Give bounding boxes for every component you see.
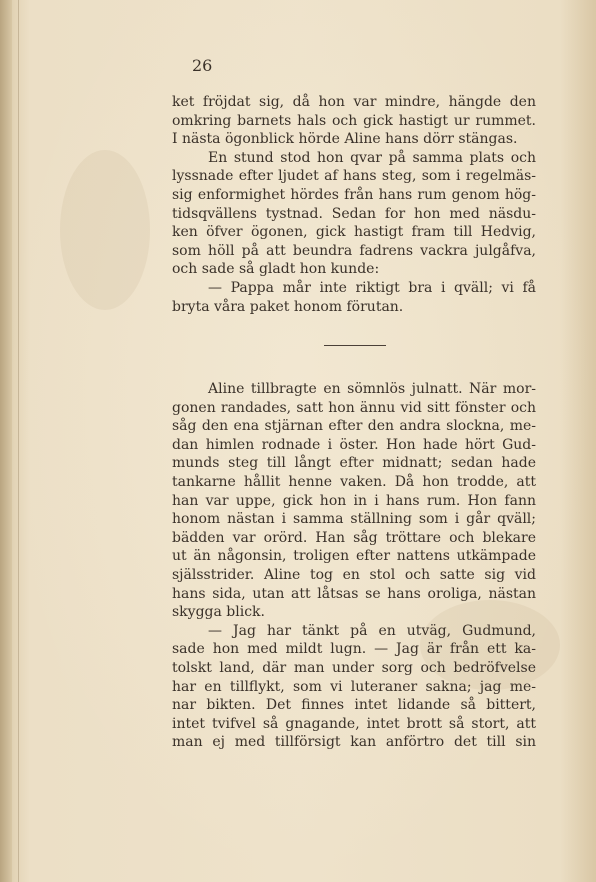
text-line: som höll på att beundra fadrens vackra julgåfva, [172, 242, 536, 259]
text-line: har en tillflykt, som vi luteraner sakna; jag me- [172, 678, 536, 695]
text-line: sade hon med mildt lugn. — Jag är från ett ka- [172, 641, 536, 658]
text-line: man ej med tillförsigt kan anförtro det till sin [172, 734, 536, 751]
text-line: — Pappa mår inte riktigt bra i qväll; vi få [208, 279, 536, 296]
text-line: tolskt land, där man under sorg och bedröfvelse [172, 659, 536, 676]
gutter-line [18, 0, 19, 882]
paper-stain [60, 150, 150, 310]
text-line: skygga blick. [172, 604, 265, 621]
section-separator [324, 345, 386, 346]
page-number: 26 [192, 56, 213, 75]
paragraph-block-2 [172, 380, 536, 752]
text-line: ut än någonsin, troligen efter nattens utkämpade [172, 548, 536, 565]
text-line: lyssnade efter ljudet af hans steg, som i regelmäs- [172, 168, 536, 185]
text-line: såg den ena stjärnan efter den andra slockna, me- [172, 418, 536, 435]
text-line: sig enformighet hördes från hans rum genom hög- [172, 186, 536, 203]
text-line: själsstrider. Aline tog en stol och satte sig vid [172, 566, 536, 583]
text-line: nar bikten. Det finnes intet lidande så bittert, [172, 697, 536, 714]
text-line: omkring barnets hals och gick hastigt ur rummet. [172, 112, 536, 129]
text-line: och sade så gladt hon kunde: [172, 261, 380, 278]
text-line: munds steg till långt efter midnatt; sedan hade [172, 455, 536, 472]
text-line: gonen randades, satt hon ännu vid sitt fönster och [172, 399, 536, 416]
text-line: ken öfver ögonen, gick hastigt fram till Hedvig, [172, 224, 536, 241]
text-line: dan himlen rodnade i öster. Hon hade hört Gud- [172, 436, 536, 453]
paragraph-block-1 [172, 93, 536, 316]
text-line: En stund stod hon qvar på samma plats och [208, 149, 536, 166]
text-line: intet tvifvel så gnagande, intet brott så stort, att [172, 715, 536, 732]
text-line: ket fröjdat sig, då hon var mindre, hängde den [172, 94, 536, 110]
page-gutter [0, 0, 12, 882]
text-line: bryta våra paket honom förutan. [172, 298, 404, 315]
text-line: han var uppe, gick hon in i hans rum. Hon fann [172, 492, 536, 509]
text-line: honom nästan i samma ställning som i går qväll; [172, 511, 536, 528]
text-line: Aline tillbragte en sömnlös julnatt. När mor- [208, 381, 536, 397]
text-line: tidsqvällens tystnad. Sedan for hon med näsdu- [172, 205, 536, 222]
text-line: — Jag har tänkt på en utväg, Gudmund, [208, 622, 536, 639]
text-line: I nästa ögonblick hörde Aline hans dörr stängas. [172, 131, 518, 148]
text-line: hans sida, utan att låtsas se hans oroliga, nästan [172, 585, 536, 602]
text-line: tankarne hållit henne vaken. Då hon trodde, att [172, 473, 536, 490]
text-line: bädden var orörd. Han såg tröttare och blekare [172, 529, 536, 546]
